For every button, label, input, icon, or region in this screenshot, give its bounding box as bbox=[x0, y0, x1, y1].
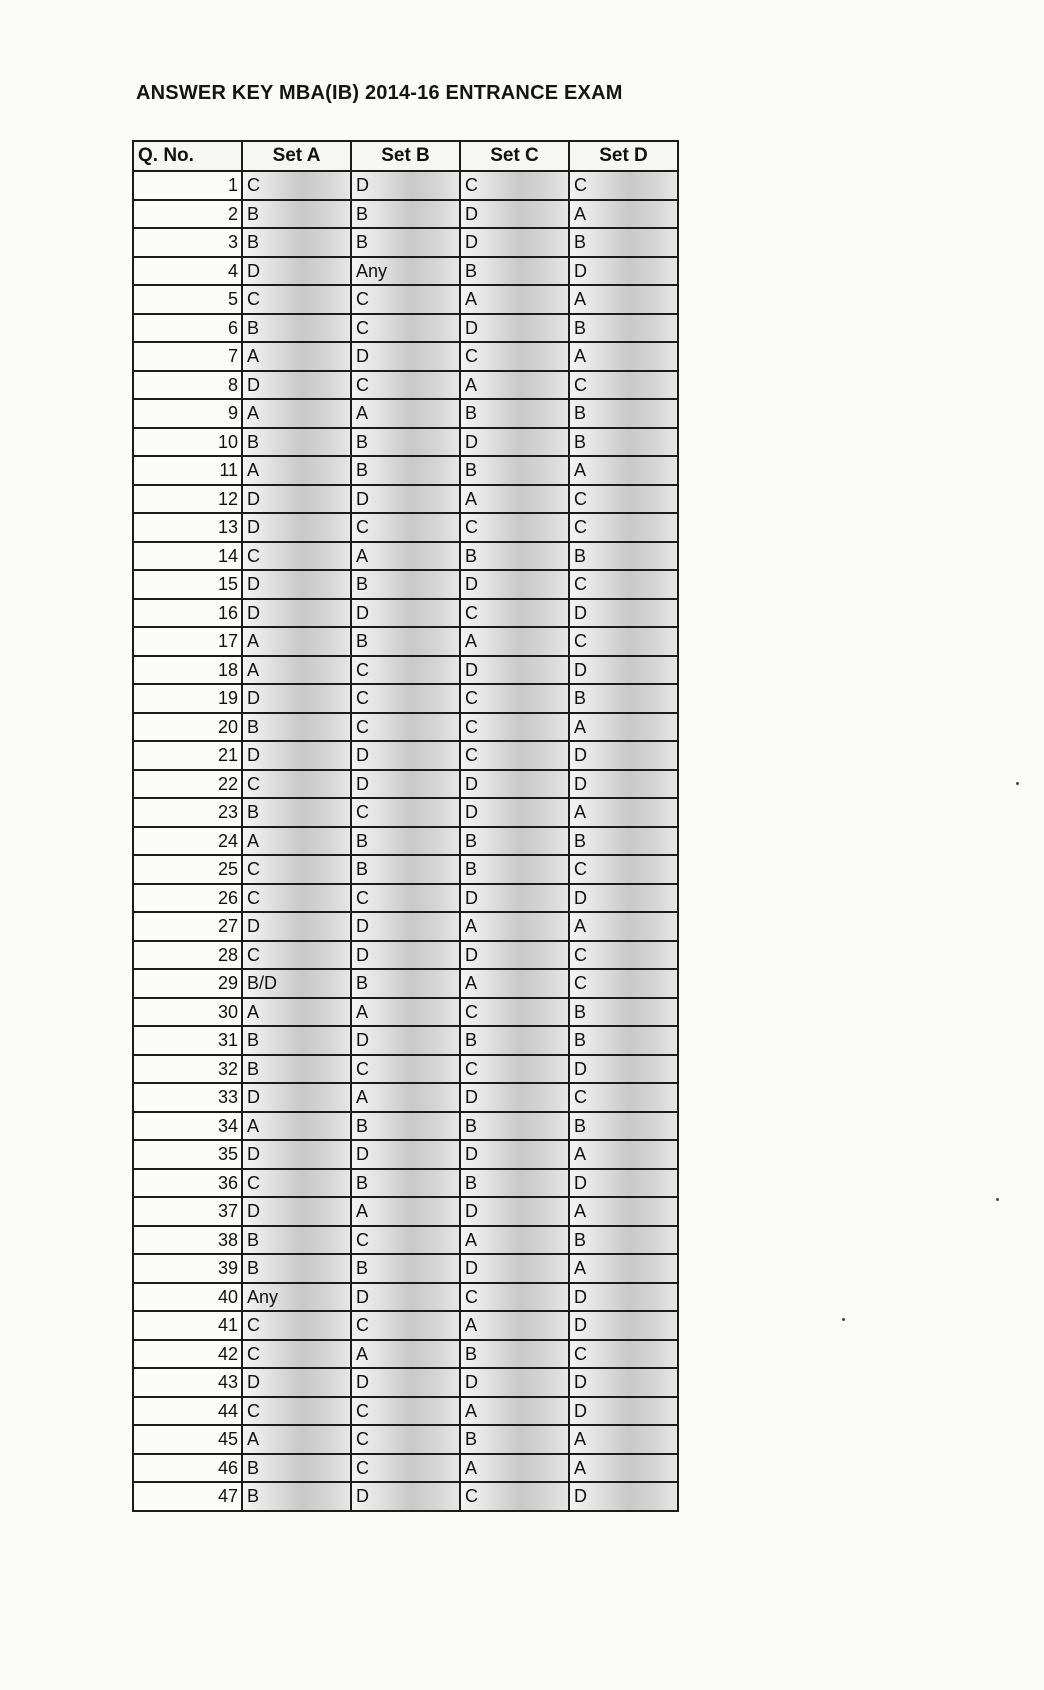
question-number-cell: 8 bbox=[133, 371, 242, 400]
scan-speck bbox=[996, 1198, 999, 1201]
answer-cell-set-a: D bbox=[242, 257, 351, 286]
answer-cell-set-c: D bbox=[460, 1254, 569, 1283]
scan-speck bbox=[1016, 782, 1019, 785]
answer-cell-set-a: A bbox=[242, 456, 351, 485]
answer-cell-set-d: B bbox=[569, 399, 678, 428]
answer-cell-set-c: C bbox=[460, 599, 569, 628]
answer-cell-set-d: C bbox=[569, 1340, 678, 1369]
answer-cell-set-a: D bbox=[242, 371, 351, 400]
question-number-cell: 35 bbox=[133, 1140, 242, 1169]
answer-cell-set-b: C bbox=[351, 513, 460, 542]
question-number-cell: 6 bbox=[133, 314, 242, 343]
table-row bbox=[133, 1368, 678, 1397]
answer-cell-set-b: B bbox=[351, 627, 460, 656]
answer-cell-set-b: C bbox=[351, 285, 460, 314]
answer-cell-set-d: C bbox=[569, 513, 678, 542]
answer-cell-set-d: A bbox=[569, 713, 678, 742]
answer-cell-set-c: B bbox=[460, 542, 569, 571]
answer-cell-set-a: B bbox=[242, 1482, 351, 1511]
header-set-b: Set B bbox=[351, 141, 460, 171]
answer-cell-set-a: B bbox=[242, 713, 351, 742]
answer-cell-set-c: A bbox=[460, 1311, 569, 1340]
scan-speck bbox=[842, 1318, 845, 1321]
answer-cell-set-a: A bbox=[242, 656, 351, 685]
answer-cell-set-d: B bbox=[569, 228, 678, 257]
question-number-cell: 13 bbox=[133, 513, 242, 542]
question-number-cell: 38 bbox=[133, 1226, 242, 1255]
answer-cell-set-d: D bbox=[569, 884, 678, 913]
question-number-cell: 30 bbox=[133, 998, 242, 1027]
answer-cell-set-c: D bbox=[460, 1083, 569, 1112]
answer-cell-set-d: D bbox=[569, 1311, 678, 1340]
answer-cell-set-b: A bbox=[351, 399, 460, 428]
answer-cell-set-a: C bbox=[242, 941, 351, 970]
answer-cell-set-a: D bbox=[242, 912, 351, 941]
answer-cell-set-a: C bbox=[242, 1311, 351, 1340]
table-row bbox=[133, 1140, 678, 1169]
answer-cell-set-c: C bbox=[460, 1283, 569, 1312]
question-number-cell: 25 bbox=[133, 855, 242, 884]
question-number-cell: 27 bbox=[133, 912, 242, 941]
answer-cell-set-a: B bbox=[242, 798, 351, 827]
answer-cell-set-c: B bbox=[460, 1425, 569, 1454]
answer-cell-set-a: D bbox=[242, 684, 351, 713]
answer-cell-set-a: A bbox=[242, 998, 351, 1027]
question-number-cell: 33 bbox=[133, 1083, 242, 1112]
answer-cell-set-c: C bbox=[460, 1482, 569, 1511]
answer-cell-set-a: D bbox=[242, 513, 351, 542]
answer-cell-set-b: C bbox=[351, 1226, 460, 1255]
answer-cell-set-b: B bbox=[351, 827, 460, 856]
answer-cell-set-a: B bbox=[242, 200, 351, 229]
answer-cell-set-b: B bbox=[351, 855, 460, 884]
question-number-cell: 46 bbox=[133, 1454, 242, 1483]
answer-cell-set-c: D bbox=[460, 884, 569, 913]
table-row bbox=[133, 171, 678, 200]
table-row bbox=[133, 285, 678, 314]
question-number-cell: 31 bbox=[133, 1026, 242, 1055]
question-number-cell: 23 bbox=[133, 798, 242, 827]
header-question-number: Q. No. bbox=[133, 141, 242, 171]
answer-cell-set-b: Any bbox=[351, 257, 460, 286]
question-number-cell: 40 bbox=[133, 1283, 242, 1312]
answer-cell-set-b: D bbox=[351, 1140, 460, 1169]
question-number-cell: 17 bbox=[133, 627, 242, 656]
table-row bbox=[133, 827, 678, 856]
answer-cell-set-a: C bbox=[242, 1397, 351, 1426]
answer-cell-set-c: B bbox=[460, 456, 569, 485]
answer-cell-set-b: C bbox=[351, 1311, 460, 1340]
answer-cell-set-d: D bbox=[569, 599, 678, 628]
table-row bbox=[133, 1454, 678, 1483]
answer-cell-set-c: A bbox=[460, 485, 569, 514]
answer-cell-set-a: D bbox=[242, 1140, 351, 1169]
answer-cell-set-a: D bbox=[242, 1197, 351, 1226]
answer-cell-set-d: B bbox=[569, 314, 678, 343]
answer-cell-set-d: A bbox=[569, 1425, 678, 1454]
question-number-cell: 16 bbox=[133, 599, 242, 628]
answer-cell-set-b: C bbox=[351, 656, 460, 685]
question-number-cell: 15 bbox=[133, 570, 242, 599]
answer-cell-set-a: B bbox=[242, 1055, 351, 1084]
answer-cell-set-a: D bbox=[242, 485, 351, 514]
table-row bbox=[133, 941, 678, 970]
answer-cell-set-b: C bbox=[351, 713, 460, 742]
question-number-cell: 47 bbox=[133, 1482, 242, 1511]
answer-cell-set-d: B bbox=[569, 1112, 678, 1141]
table-row bbox=[133, 855, 678, 884]
header-row bbox=[133, 141, 678, 171]
question-number-cell: 10 bbox=[133, 428, 242, 457]
answer-cell-set-b: D bbox=[351, 342, 460, 371]
table-row bbox=[133, 1226, 678, 1255]
answer-cell-set-b: C bbox=[351, 314, 460, 343]
question-number-cell: 44 bbox=[133, 1397, 242, 1426]
answer-rows bbox=[133, 171, 678, 1511]
question-number-cell: 12 bbox=[133, 485, 242, 514]
answer-cell-set-a: B bbox=[242, 1254, 351, 1283]
answer-cell-set-d: C bbox=[569, 171, 678, 200]
table-row bbox=[133, 741, 678, 770]
table-row bbox=[133, 314, 678, 343]
answer-cell-set-a: C bbox=[242, 1340, 351, 1369]
answer-cell-set-b: C bbox=[351, 1425, 460, 1454]
answer-cell-set-b: B bbox=[351, 228, 460, 257]
table-row bbox=[133, 456, 678, 485]
table-row bbox=[133, 627, 678, 656]
table-row bbox=[133, 1083, 678, 1112]
answer-cell-set-d: A bbox=[569, 456, 678, 485]
table-row bbox=[133, 656, 678, 685]
answer-cell-set-c: B bbox=[460, 1340, 569, 1369]
question-number-cell: 5 bbox=[133, 285, 242, 314]
answer-cell-set-c: B bbox=[460, 1169, 569, 1198]
answer-cell-set-a: C bbox=[242, 770, 351, 799]
table-row bbox=[133, 1254, 678, 1283]
answer-cell-set-a: C bbox=[242, 884, 351, 913]
table-row bbox=[133, 228, 678, 257]
answer-cell-set-c: A bbox=[460, 627, 569, 656]
header-set-d: Set D bbox=[569, 141, 678, 171]
answer-cell-set-c: D bbox=[460, 1197, 569, 1226]
question-number-cell: 41 bbox=[133, 1311, 242, 1340]
answer-cell-set-a: A bbox=[242, 627, 351, 656]
answer-cell-set-b: D bbox=[351, 770, 460, 799]
answer-cell-set-d: A bbox=[569, 1197, 678, 1226]
answer-cell-set-b: C bbox=[351, 1397, 460, 1426]
table-row bbox=[133, 371, 678, 400]
table-row bbox=[133, 599, 678, 628]
question-number-cell: 42 bbox=[133, 1340, 242, 1369]
answer-cell-set-d: B bbox=[569, 684, 678, 713]
answer-cell-set-d: B bbox=[569, 827, 678, 856]
answer-cell-set-d: A bbox=[569, 342, 678, 371]
answer-cell-set-b: B bbox=[351, 570, 460, 599]
answer-cell-set-b: D bbox=[351, 1368, 460, 1397]
answer-cell-set-b: A bbox=[351, 542, 460, 571]
table-row bbox=[133, 1169, 678, 1198]
answer-cell-set-d: A bbox=[569, 1254, 678, 1283]
answer-cell-set-a: A bbox=[242, 1112, 351, 1141]
answer-cell-set-d: D bbox=[569, 1368, 678, 1397]
answer-cell-set-b: D bbox=[351, 912, 460, 941]
page-title: ANSWER KEY MBA(IB) 2014-16 ENTRANCE EXAM bbox=[136, 82, 623, 104]
answer-cell-set-b: C bbox=[351, 1055, 460, 1084]
answer-cell-set-c: C bbox=[460, 713, 569, 742]
table-row bbox=[133, 342, 678, 371]
answer-cell-set-d: C bbox=[569, 1083, 678, 1112]
answer-cell-set-d: C bbox=[569, 627, 678, 656]
answer-cell-set-b: D bbox=[351, 1026, 460, 1055]
answer-cell-set-c: D bbox=[460, 314, 569, 343]
question-number-cell: 32 bbox=[133, 1055, 242, 1084]
question-number-cell: 39 bbox=[133, 1254, 242, 1283]
answer-cell-set-a: A bbox=[242, 827, 351, 856]
answer-cell-set-d: C bbox=[569, 969, 678, 998]
answer-cell-set-a: B bbox=[242, 428, 351, 457]
answer-cell-set-c: C bbox=[460, 684, 569, 713]
table-row bbox=[133, 884, 678, 913]
answer-cell-set-a: B bbox=[242, 1226, 351, 1255]
table-row bbox=[133, 1482, 678, 1511]
answer-cell-set-b: C bbox=[351, 684, 460, 713]
answer-cell-set-c: A bbox=[460, 371, 569, 400]
answer-cell-set-b: B bbox=[351, 428, 460, 457]
answer-cell-set-d: D bbox=[569, 1169, 678, 1198]
answer-cell-set-a: B bbox=[242, 1454, 351, 1483]
table-row bbox=[133, 1026, 678, 1055]
answer-cell-set-d: D bbox=[569, 656, 678, 685]
answer-cell-set-a: Any bbox=[242, 1283, 351, 1312]
answer-cell-set-d: B bbox=[569, 542, 678, 571]
answer-cell-set-b: C bbox=[351, 884, 460, 913]
answer-cell-set-c: C bbox=[460, 1055, 569, 1084]
answer-cell-set-b: D bbox=[351, 171, 460, 200]
answer-cell-set-c: B bbox=[460, 855, 569, 884]
header-set-a: Set A bbox=[242, 141, 351, 171]
answer-cell-set-b: B bbox=[351, 1169, 460, 1198]
answer-cell-set-a: B bbox=[242, 228, 351, 257]
answer-cell-set-d: A bbox=[569, 798, 678, 827]
answer-key-table bbox=[132, 140, 679, 1512]
table-row bbox=[133, 1283, 678, 1312]
answer-cell-set-b: A bbox=[351, 998, 460, 1027]
question-number-cell: 36 bbox=[133, 1169, 242, 1198]
answer-cell-set-c: B bbox=[460, 257, 569, 286]
question-number-cell: 26 bbox=[133, 884, 242, 913]
answer-cell-set-c: D bbox=[460, 941, 569, 970]
answer-cell-set-b: D bbox=[351, 599, 460, 628]
table-row bbox=[133, 684, 678, 713]
answer-cell-set-b: B bbox=[351, 456, 460, 485]
answer-cell-set-c: D bbox=[460, 1140, 569, 1169]
table-row bbox=[133, 542, 678, 571]
table-row bbox=[133, 1112, 678, 1141]
table-row bbox=[133, 1397, 678, 1426]
answer-cell-set-c: D bbox=[460, 228, 569, 257]
question-number-cell: 24 bbox=[133, 827, 242, 856]
answer-cell-set-d: A bbox=[569, 1140, 678, 1169]
answer-cell-set-c: D bbox=[460, 428, 569, 457]
question-number-cell: 9 bbox=[133, 399, 242, 428]
answer-cell-set-b: C bbox=[351, 798, 460, 827]
answer-cell-set-d: C bbox=[569, 485, 678, 514]
answer-cell-set-a: D bbox=[242, 741, 351, 770]
question-number-cell: 22 bbox=[133, 770, 242, 799]
table-row bbox=[133, 257, 678, 286]
answer-cell-set-a: D bbox=[242, 1368, 351, 1397]
question-number-cell: 14 bbox=[133, 542, 242, 571]
answer-cell-set-b: B bbox=[351, 1112, 460, 1141]
answer-cell-set-a: C bbox=[242, 1169, 351, 1198]
table-row bbox=[133, 770, 678, 799]
table-row bbox=[133, 1055, 678, 1084]
question-number-cell: 37 bbox=[133, 1197, 242, 1226]
question-number-cell: 29 bbox=[133, 969, 242, 998]
question-number-cell: 18 bbox=[133, 656, 242, 685]
question-number-cell: 43 bbox=[133, 1368, 242, 1397]
answer-cell-set-a: B bbox=[242, 314, 351, 343]
answer-cell-set-c: A bbox=[460, 1454, 569, 1483]
answer-cell-set-d: A bbox=[569, 912, 678, 941]
answer-cell-set-b: D bbox=[351, 941, 460, 970]
answer-cell-set-d: D bbox=[569, 1283, 678, 1312]
answer-cell-set-c: C bbox=[460, 171, 569, 200]
question-number-cell: 7 bbox=[133, 342, 242, 371]
question-number-cell: 1 bbox=[133, 171, 242, 200]
question-number-cell: 4 bbox=[133, 257, 242, 286]
answer-cell-set-c: C bbox=[460, 342, 569, 371]
answer-cell-set-b: D bbox=[351, 1283, 460, 1312]
question-number-cell: 21 bbox=[133, 741, 242, 770]
answer-cell-set-c: A bbox=[460, 1397, 569, 1426]
answer-cell-set-c: D bbox=[460, 200, 569, 229]
answer-cell-set-c: D bbox=[460, 798, 569, 827]
answer-cell-set-a: B/D bbox=[242, 969, 351, 998]
answer-cell-set-c: C bbox=[460, 998, 569, 1027]
answer-cell-set-c: B bbox=[460, 827, 569, 856]
table-row bbox=[133, 998, 678, 1027]
question-number-cell: 20 bbox=[133, 713, 242, 742]
answer-cell-set-b: A bbox=[351, 1197, 460, 1226]
table-row bbox=[133, 713, 678, 742]
answer-cell-set-a: D bbox=[242, 570, 351, 599]
table-row bbox=[133, 399, 678, 428]
answer-cell-set-b: B bbox=[351, 1254, 460, 1283]
answer-cell-set-b: B bbox=[351, 969, 460, 998]
table-row bbox=[133, 200, 678, 229]
answer-cell-set-d: D bbox=[569, 741, 678, 770]
table-row bbox=[133, 1197, 678, 1226]
answer-cell-set-b: D bbox=[351, 485, 460, 514]
table-row bbox=[133, 969, 678, 998]
question-number-cell: 2 bbox=[133, 200, 242, 229]
answer-cell-set-a: C bbox=[242, 171, 351, 200]
answer-cell-set-b: C bbox=[351, 1454, 460, 1483]
question-number-cell: 3 bbox=[133, 228, 242, 257]
header-set-c: Set C bbox=[460, 141, 569, 171]
answer-cell-set-c: C bbox=[460, 741, 569, 770]
answer-cell-set-c: D bbox=[460, 1368, 569, 1397]
answer-cell-set-d: D bbox=[569, 1482, 678, 1511]
answer-cell-set-d: B bbox=[569, 998, 678, 1027]
answer-cell-set-a: C bbox=[242, 285, 351, 314]
table-row bbox=[133, 798, 678, 827]
answer-cell-set-d: B bbox=[569, 1026, 678, 1055]
answer-cell-set-c: D bbox=[460, 656, 569, 685]
table-row bbox=[133, 513, 678, 542]
answer-cell-set-a: A bbox=[242, 342, 351, 371]
answer-cell-set-d: D bbox=[569, 1055, 678, 1084]
question-number-cell: 19 bbox=[133, 684, 242, 713]
answer-cell-set-b: B bbox=[351, 200, 460, 229]
answer-cell-set-c: D bbox=[460, 570, 569, 599]
answer-cell-set-c: A bbox=[460, 969, 569, 998]
answer-cell-set-d: C bbox=[569, 941, 678, 970]
question-number-cell: 28 bbox=[133, 941, 242, 970]
answer-cell-set-b: A bbox=[351, 1083, 460, 1112]
answer-cell-set-d: D bbox=[569, 257, 678, 286]
answer-cell-set-b: C bbox=[351, 371, 460, 400]
answer-cell-set-c: B bbox=[460, 1112, 569, 1141]
answer-cell-set-d: A bbox=[569, 285, 678, 314]
answer-cell-set-d: B bbox=[569, 428, 678, 457]
answer-cell-set-c: A bbox=[460, 1226, 569, 1255]
answer-cell-set-d: D bbox=[569, 770, 678, 799]
answer-cell-set-d: A bbox=[569, 200, 678, 229]
answer-cell-set-d: D bbox=[569, 1397, 678, 1426]
table-row bbox=[133, 1425, 678, 1454]
table-row bbox=[133, 1311, 678, 1340]
answer-cell-set-c: B bbox=[460, 399, 569, 428]
table-row bbox=[133, 1340, 678, 1369]
table-row bbox=[133, 428, 678, 457]
answer-cell-set-a: C bbox=[242, 855, 351, 884]
answer-cell-set-a: D bbox=[242, 599, 351, 628]
answer-cell-set-a: B bbox=[242, 1026, 351, 1055]
answer-cell-set-b: D bbox=[351, 741, 460, 770]
answer-cell-set-a: A bbox=[242, 1425, 351, 1454]
answer-cell-set-d: C bbox=[569, 371, 678, 400]
table-row bbox=[133, 485, 678, 514]
answer-cell-set-b: A bbox=[351, 1340, 460, 1369]
answer-cell-set-b: D bbox=[351, 1482, 460, 1511]
answer-cell-set-d: B bbox=[569, 1226, 678, 1255]
answer-cell-set-a: D bbox=[242, 1083, 351, 1112]
answer-cell-set-d: C bbox=[569, 855, 678, 884]
question-number-cell: 11 bbox=[133, 456, 242, 485]
answer-cell-set-a: A bbox=[242, 399, 351, 428]
table-row bbox=[133, 912, 678, 941]
answer-cell-set-c: B bbox=[460, 1026, 569, 1055]
answer-cell-set-c: C bbox=[460, 513, 569, 542]
answer-cell-set-d: A bbox=[569, 1454, 678, 1483]
question-number-cell: 45 bbox=[133, 1425, 242, 1454]
answer-cell-set-d: C bbox=[569, 570, 678, 599]
table-row bbox=[133, 570, 678, 599]
answer-cell-set-a: C bbox=[242, 542, 351, 571]
answer-cell-set-c: A bbox=[460, 285, 569, 314]
answer-cell-set-c: D bbox=[460, 770, 569, 799]
question-number-cell: 34 bbox=[133, 1112, 242, 1141]
answer-cell-set-c: A bbox=[460, 912, 569, 941]
